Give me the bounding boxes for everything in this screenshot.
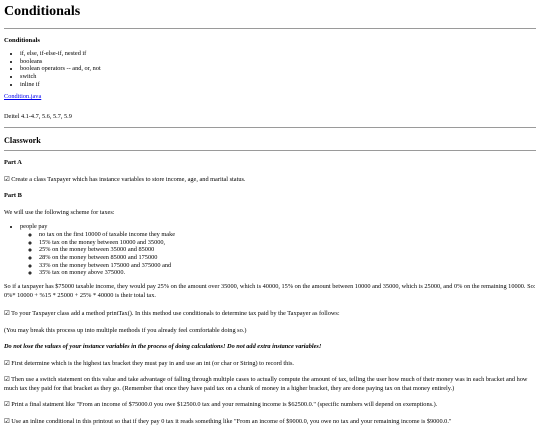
tax-bracket-item: ◦ 35% tax on money above 375000.	[39, 269, 536, 277]
section-divider	[4, 127, 536, 128]
tax-scheme-list	[4, 223, 536, 277]
tax-scheme-label: people pay	[20, 223, 48, 231]
title-divider	[4, 28, 536, 29]
printtax-step: ☑ To your Taxpayer class add a method printTax(). In this method use conditionals to determine tax paid by the Taxpayer as follows:	[4, 310, 340, 318]
reading-reference: Deitel 4.1-4.7, 5.6, 5.7, 5.9	[4, 113, 72, 121]
part-b-intro: We will use the following scheme for taxes:	[4, 208, 115, 216]
tax-bracket-item: ◦ 15% tax on the money between 10000 and 35000,	[39, 239, 536, 247]
instance-variable-warning: Do not lose the values of your instance variables in the process of doing calculations! Do not add extra instance variables!	[4, 343, 322, 351]
page-title: Conditionals	[4, 4, 81, 19]
classwork-heading: Classwork	[4, 135, 41, 145]
tax-bracket-item: ◦ 25% on the money between 35000 and 85000	[39, 246, 536, 254]
print-step: ☑ Print a final statment like "From an income of $75000.0 you owe $12500.0 tax and your remaining income is $62500.0." (specific numbers will depend on exemptions.).	[4, 401, 438, 409]
inline-if-step: ☑ Use an inline conditional in this printout so that if they pay 0 tax it reads something like "From an income of $9000.0, you owe no tax and your remaining income is $9000.0."	[4, 417, 452, 425]
code-link-line	[4, 93, 536, 102]
topic-item: • boolean operators -- and, or, not	[20, 65, 536, 73]
tax-example: So if a taxpayer has $75000 taxable income, they would pay 25% on the amount over 35000, which is 40000, 15% on the amount between 10000 and 35000, which is 25000, and 0% on the remaining 10000. So: 0%* 10000 + %15 * 25000 + 25% * 40000 is their total tax.	[4, 283, 536, 299]
topics-list	[4, 50, 536, 89]
bracket-step: ☑ First determine which is the highest tax bracket they must pay in and use an int (or char or String) to record this.	[4, 359, 294, 367]
topic-item: • booleans	[20, 58, 536, 66]
topic-item: • switch	[20, 73, 536, 81]
part-a-task: ☑ Create a class Taxpayer which has instance variables to store income, age, and marital status.	[4, 175, 246, 183]
topic-item: • if, else, if-else-if, nested if	[20, 50, 536, 58]
split-note: (You may break this process up into multiple methods if you already feel comfortable doing so.)	[4, 326, 247, 334]
classwork-divider	[4, 150, 536, 151]
part-a-heading: Part A	[4, 158, 22, 166]
tax-brackets-list	[20, 231, 536, 277]
topic-item: • inline if	[20, 81, 536, 89]
tax-bracket-item: ◦ no tax on the first 10000 of taxable income they make	[39, 231, 536, 239]
tax-bracket-item: ◦ 28% on the money between 85000 and 175000	[39, 254, 536, 262]
switch-step: ☑ Then use a switch statement on this value and take advantage of falling through multiple cases to actually compute the amount of tax, telling the user how much of their money was in each bracket and how much tax they paid for that bracket as they go. (Remember that once they have paid tax on a chunk of money in a higher bracket, they are done paying tax on that money entirely.)	[4, 376, 528, 392]
part-b-heading: Part B	[4, 192, 22, 200]
tax-scheme-item	[20, 223, 536, 277]
tax-bracket-item: ◦ 33% on the money between 175000 and 375000 and	[39, 262, 536, 270]
code-link[interactable]: Condition.java	[4, 92, 42, 100]
topics-heading: Conditionals	[4, 37, 40, 44]
